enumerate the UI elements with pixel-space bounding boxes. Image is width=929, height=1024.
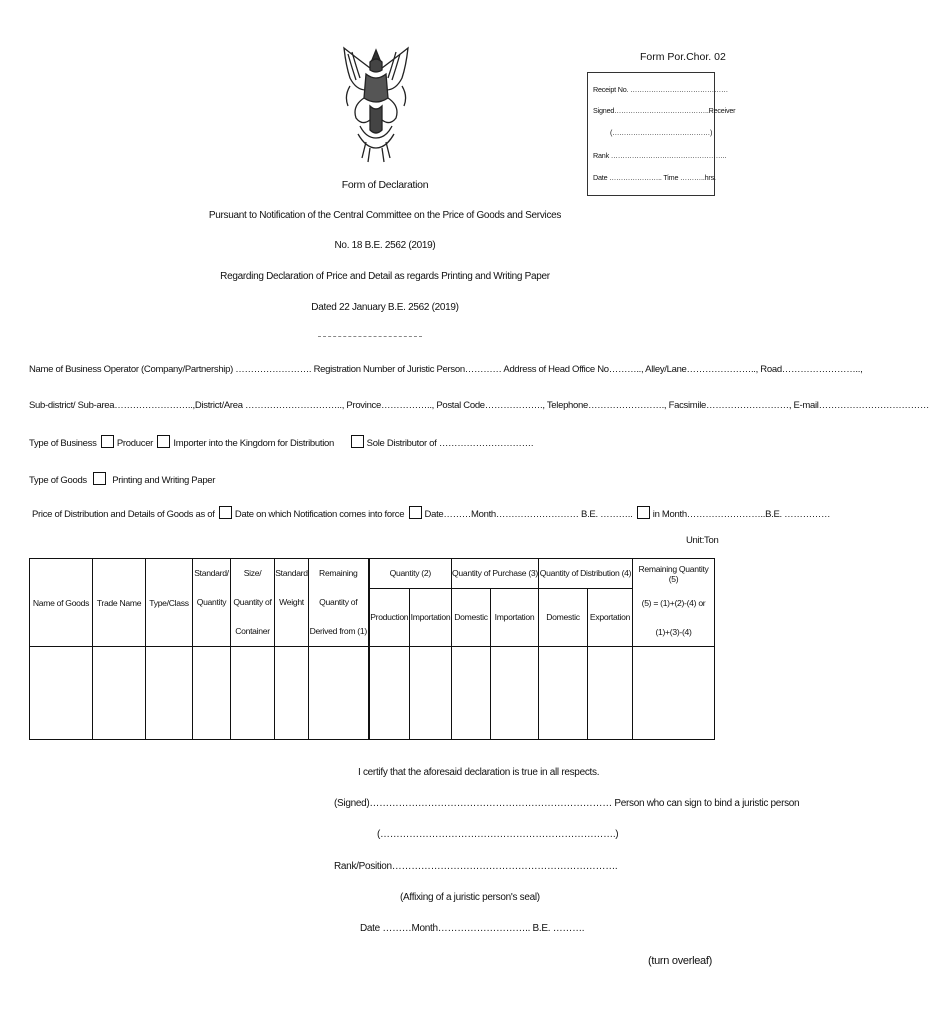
- specific-date-checkbox[interactable]: [409, 506, 422, 519]
- cell-input[interactable]: [588, 647, 633, 740]
- certify-seal: (Affixing of a juristic person's seal): [400, 892, 540, 903]
- cell-input[interactable]: [410, 647, 452, 740]
- cell-input[interactable]: [146, 647, 193, 740]
- col-purchase-3: Quantity of Purchase (3): [452, 559, 539, 589]
- col-importation: Importation: [410, 588, 452, 647]
- col-distribution-exportation: Exportation: [588, 588, 633, 647]
- receipt-box: [587, 72, 736, 196]
- unit-label: Unit:Ton: [686, 535, 719, 546]
- col-std-weight-l1: Standard: [275, 559, 309, 589]
- business-operator-line: Name of Business Operator (Company/Partnership) ……………………. Registration Number of Juristic Person………… Address of Head Office No……….., Alley/Lane………………….., Road……………………..,: [29, 364, 863, 375]
- receipt-rank: Rank …………………………………………..: [593, 151, 727, 160]
- goods-type-label: Type of Goods: [29, 475, 87, 486]
- col-standard-l2: Quantity: [193, 588, 231, 617]
- col-purchase-domestic: Domestic: [452, 588, 491, 647]
- business-type-label: Type of Business: [29, 438, 97, 449]
- cell-input[interactable]: [452, 647, 491, 740]
- goods-type-row: [29, 472, 215, 486]
- notification-date-label: Date on which Notification comes into force: [234, 509, 405, 520]
- business-type-row: [29, 435, 533, 449]
- producer-checkbox[interactable]: [101, 435, 114, 448]
- col-name-of-goods: Name of Goods: [30, 559, 93, 647]
- cell-input[interactable]: [30, 647, 93, 740]
- col-distribution-4: Quantity of Distribution (4): [539, 559, 633, 589]
- receipt-signed: Signed…………………………………..Receiver: [593, 106, 736, 115]
- col-remaining-l2: Quantity of: [309, 588, 369, 617]
- certify-name: (……………………………………………………………….): [377, 829, 619, 840]
- notification-date-checkbox[interactable]: [219, 506, 232, 519]
- cell-input[interactable]: [369, 647, 410, 740]
- price-row: [32, 506, 830, 520]
- header-line-4: Regarding Declaration of Price and Detail as regards Printing and Writing Paper: [220, 271, 550, 282]
- col-trade-name: Trade Name: [93, 559, 146, 647]
- cell-input[interactable]: [193, 647, 231, 740]
- receipt-number: Receipt No. ……………………………………: [593, 85, 728, 94]
- specific-date-label: Date………Month……………………… B.E. ………..: [424, 509, 633, 520]
- price-label: Price of Distribution and Details of Goods as of: [32, 509, 215, 520]
- col-remaining-5-l2: (5) = (1)+(2)-(4) or: [633, 588, 715, 617]
- receipt-name: (……………………………………): [610, 128, 713, 137]
- table-row: [30, 647, 715, 740]
- col-distribution-domestic: Domestic: [539, 588, 588, 647]
- separator: [318, 336, 422, 337]
- col-quantity-2: Quantity (2): [369, 559, 452, 589]
- col-size-l1: Size/: [231, 559, 275, 589]
- sole-distributor-checkbox[interactable]: [351, 435, 364, 448]
- garuda-emblem: [336, 46, 416, 166]
- certify-date: Date ………Month……………………….. B.E. ……….: [360, 923, 585, 934]
- header-line-2: Pursuant to Notification of the Central Committee on the Price of Goods and Services: [208, 210, 562, 221]
- col-production: Production: [369, 588, 410, 647]
- cell-input[interactable]: [539, 647, 588, 740]
- cell-input[interactable]: [275, 647, 309, 740]
- certify-signed: (Signed)………………………………………………………………… Person who can sign to bind a juristic person: [334, 798, 800, 809]
- cell-input[interactable]: [231, 647, 275, 740]
- turn-overleaf: (turn overleaf): [648, 955, 712, 967]
- form-number: Form Por.Chor. 02: [640, 51, 726, 63]
- certify-statement: I certify that the aforesaid declaration is true in all respects.: [358, 767, 600, 778]
- col-remaining-l1: Remaining: [309, 559, 369, 589]
- header-line-5: Dated 22 January B.E. 2562 (2019): [311, 302, 459, 313]
- producer-label: Producer: [116, 438, 154, 449]
- printing-paper-checkbox[interactable]: [93, 472, 106, 485]
- form-title: Form of Declaration: [341, 179, 429, 191]
- importer-label: Importer into the Kingdom for Distribution: [173, 438, 334, 449]
- cell-input[interactable]: [93, 647, 146, 740]
- col-size-l3: Container: [231, 617, 275, 647]
- col-std-weight-l2: Weight: [275, 588, 309, 617]
- address-line: Sub-district/ Sub-area……………………..,District/Area ………………………….., Province…………….., Postal Code………………., Telephone……………………., Facsimile………………………, E-mail………………………………: [29, 400, 929, 411]
- col-remaining-5-l1: Remaining Quantity (5): [633, 559, 715, 589]
- cell-input[interactable]: [309, 647, 369, 740]
- col-remaining-l3: Derived from (1): [309, 617, 369, 647]
- col-remaining-5-l3: (1)+(3)-(4): [633, 617, 715, 647]
- in-month-label: in Month……………………..B.E. ……………: [652, 509, 831, 520]
- col-standard-l1: Standard/: [193, 559, 231, 589]
- importer-checkbox[interactable]: [157, 435, 170, 448]
- in-month-checkbox[interactable]: [637, 506, 650, 519]
- cell-input[interactable]: [633, 647, 715, 740]
- col-size-l2: Quantity of: [231, 588, 275, 617]
- certify-rank: Rank/Position…………………………………………………………….: [334, 861, 618, 872]
- goods-table: [29, 558, 715, 740]
- sole-distributor-label: Sole Distributor of ………………………….: [366, 438, 534, 449]
- goods-type-value: Printing and Writing Paper: [112, 475, 216, 486]
- cell-input[interactable]: [491, 647, 539, 740]
- col-type-class: Type/Class: [146, 559, 193, 647]
- receipt-date-time: Date ………………….. Time ………..hrs.: [593, 173, 716, 182]
- col-purchase-importation: Importation: [491, 588, 539, 647]
- header-line-3: No. 18 B.E. 2562 (2019): [334, 240, 436, 251]
